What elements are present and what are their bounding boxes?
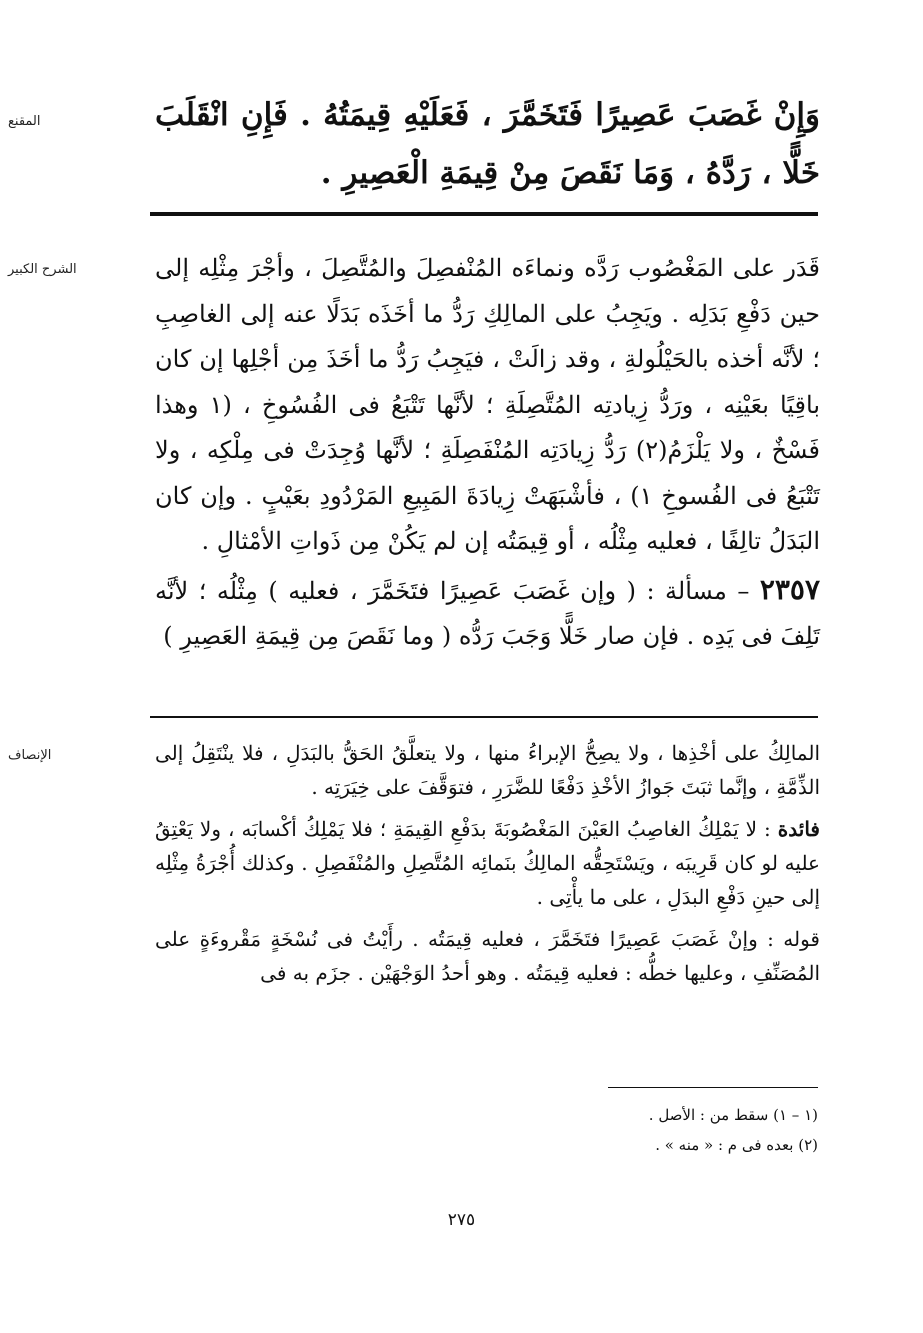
insaf-paragraph-3: قوله : وإنْ غَصَبَ عَصِيرًا فتَخَمَّرَ ، فعليه قِيمَتُه . رأَيْتُ فى نُسْخَةٍ مَقْروءَةٍ على المُصَنِّفِ ، وعليها خطُّه : فعليه قِيمَتُه . وهو أحدُ الوَجْهَيْن . جزَم به فى	[155, 927, 820, 985]
issue-number: ٢٣٥٧	[759, 572, 820, 606]
issue-text: – مسألة : ( وإن غَصَبَ عَصِيرًا فتَخَمَّرَ ، فعليه ) مِثْلُه ؛ لأنَّه تَلِفَ فى يَدِه . فإن صار خَلًّا وَجَبَ رَدُّه ( وما نَقَصَ مِن قِيمَةِ العَصِيرِ )	[155, 576, 820, 650]
footnote-divider	[608, 1087, 818, 1088]
thick-divider	[150, 212, 818, 216]
insaf-text	[155, 736, 820, 990]
label-sharh: الشرح الكبير	[8, 262, 77, 277]
muqni-text	[155, 86, 820, 202]
page-number: ٢٧٥	[447, 1210, 476, 1230]
faida-text: : لا يَمْلِكُ الغاصِبُ العَيْنَ المَغْصُوبَةَ بدَفْعِ القِيمَةِ ؛ فلا يَمْلِكُ أكْسابَه ، ولا يَعْتِقُ عليه لو كان قَرِيبَه ، ويَسْتَحِقُّه المالِكُ بنَمائِه المُتَّصِلِ والمُنْفَصِلِ . وكذلك أُجْرَةُ مِثْلِه إلى حينِ دَفْعِ البدَلِ ، على ما يأْتِى .	[155, 817, 820, 909]
sharh-paragraph: قَدَر على المَغْصُوب رَدَّه ونماءَه المُنْفصِلَ والمُتَّصِلَ ، وأجْرَ مِثْلِه إلى حين دَفْعِ بَدَلِه . ويَجِبُ على المالِكِ رَدُّ ما أخَذَه بَدَلًا عنه إلى الغاصِبِ ؛ لأنَّه أخذه بالحَيْلُولةِ ، وقد زالَتْ ، فيَجِبُ رَدُّ ما أخَذَ مِن أجْلِها إن كان باقِيًا بعَيْنِه ، ورَدُّ زِيادتِه المُتَّصِلَةِ ؛ لأنَّها تَتْبَعُ فى الفُسُوخِ ، (١ وهذا فَسْخٌ ، ولا يَلْزَمُ(٢) رَدُّ زِيادَتِه المُنْفَصِلَةِ ؛ لأنَّها وُجِدَتْ فى مِلْكِه ، ولا تَتْبَعُ فى الفُسوخِ ١) ، فأشْبَهَتْ زِيادَةَ المَبِيعِ المَرْدُودِ بعَيْبٍ . وإن كان البَدَلُ تالِفًا ، فعليه مِثْلُه ، أو قِيمَتُه إن لم يَكُنْ مِن ذَواتِ الأمْثالِ .	[155, 254, 821, 555]
footnote-1: (١ – ١) سقط من : الأصل .	[648, 1106, 818, 1124]
footnote-2: (٢) بعده فى م : « منه » .	[655, 1136, 818, 1154]
thin-divider	[150, 716, 818, 718]
sharh-text	[155, 246, 820, 660]
label-muqni: المقنع	[8, 114, 41, 129]
muqni-paragraph: وَإِنْ غَصَبَ عَصِيرًا فَتَخَمَّرَ ، فَعَلَيْهِ قِيمَتُهُ . فَإِنِ انْقَلَبَ خَلًّا ، رَدَّهُ ، وَمَا نَقَصَ مِنْ قِيمَةِ الْعَصِيرِ .	[155, 97, 820, 191]
insaf-paragraph-1: المالِكُ على أخْذِها ، ولا يصِحُّ الإبراءُ منها ، ولا يتعلَّقُ الحَقُّ بالبَدَلِ ، فلا ينْتَقِلُ إلى الذِّمَّةِ ، وإنَّما ثبَتَ جَوازُ الأخْذِ دَفْعًا للضَّرَرِ ، فتوَقَّفَ على خِيَرَتِه .	[155, 741, 820, 799]
label-insaf: الإنصاف	[8, 748, 52, 763]
sharh-issue-paragraph	[155, 567, 820, 660]
faida-label: فائدة	[777, 817, 820, 841]
insaf-faida-paragraph	[155, 812, 820, 914]
footnotes	[300, 1100, 818, 1160]
